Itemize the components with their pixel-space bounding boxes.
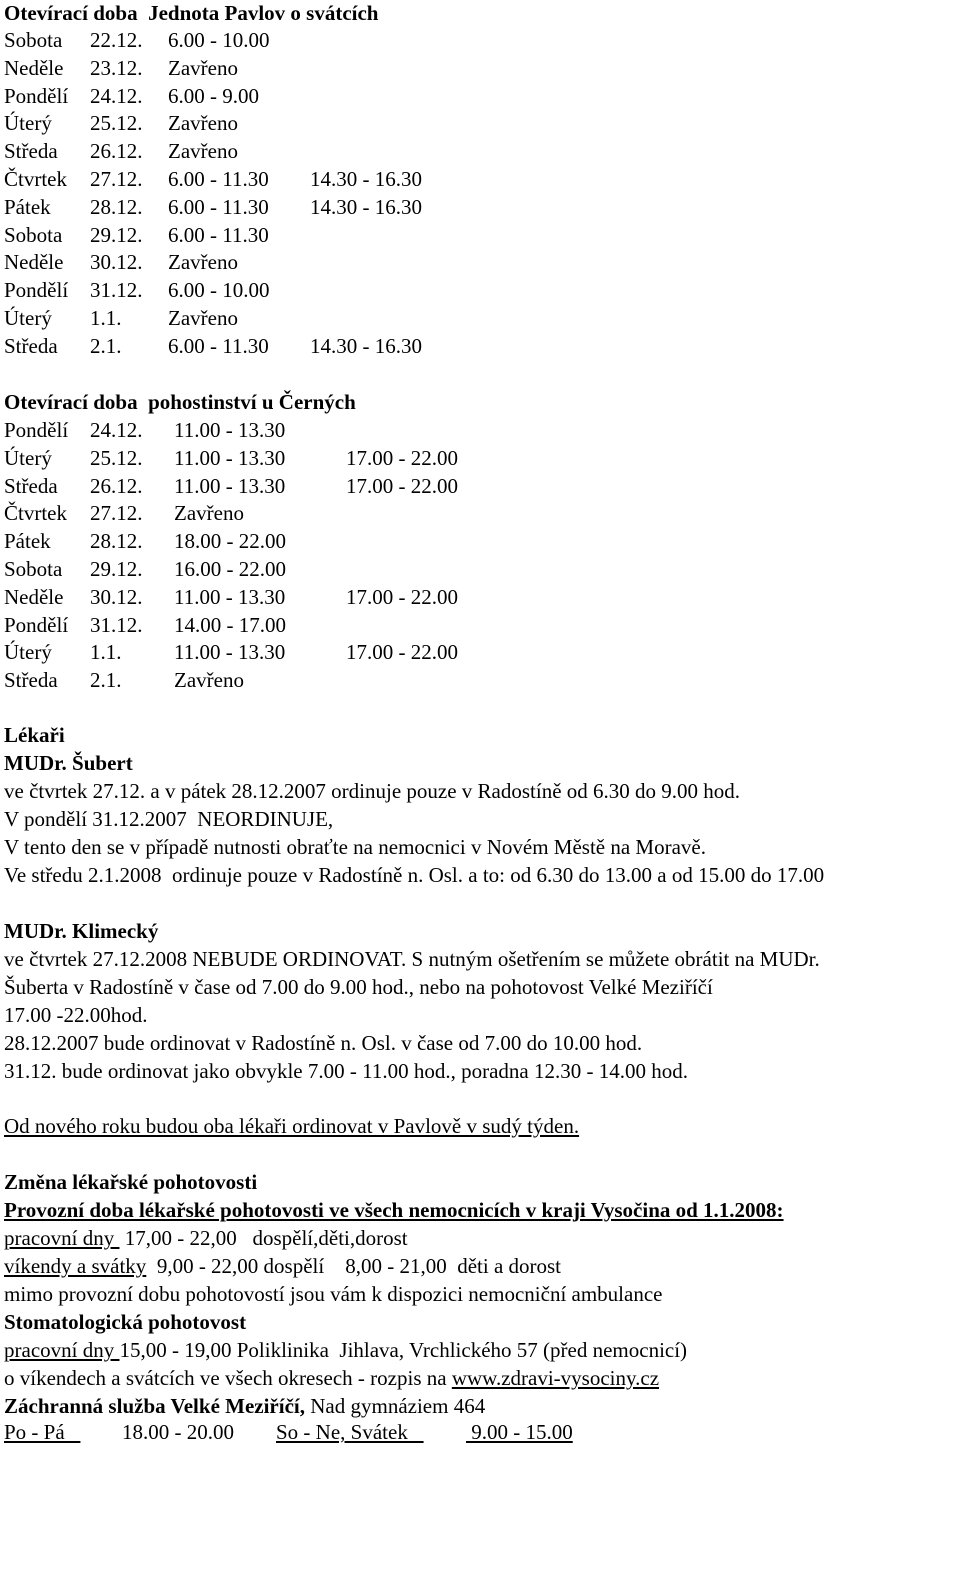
jednota-row — [4, 138, 604, 165]
row-date: 25.12. — [90, 111, 143, 136]
outside-hours-text: mimo provozní dobu pohotovostí jsou vám k dispozici nemocniční ambulance — [4, 1282, 663, 1306]
row-date: 26.12. — [90, 473, 143, 498]
subert-line: Ve středu 2.1.2008 ordinuje pouze v Radostíně n. Osl. a to: od 6.30 do 13.00 a od 15.00 do 17.00 — [4, 863, 825, 887]
pohostinstvi-row — [4, 667, 604, 694]
row-t2: 14.30 - 16.30 — [310, 167, 422, 191]
row-day: Neděle — [4, 250, 64, 275]
pohostinstvi-row — [4, 639, 604, 666]
row-date: 27.12. — [90, 167, 143, 191]
stomat-weekend-row — [4, 1365, 659, 1392]
zdravi-vysociny-link[interactable]: www.zdravi-vysociny.cz — [451, 1366, 660, 1390]
pohotovost-subheading: Provozní doba lékařské pohotovosti ve všech nemocnicích v kraji Vysočina od 1.1.2008: — [4, 1198, 784, 1222]
row-t1: 11.00 - 13.30 — [174, 418, 286, 442]
pohostinstvi-row — [4, 556, 604, 583]
doctors-notice: Od nového roku budou oba lékaři ordinovat v Pavlově v sudý týden. — [4, 1114, 580, 1138]
klimecky-line: 28.12.2007 bude ordinovat v Radostíně n. Osl. v čase od 7.00 do 10.00 hod. — [4, 1031, 643, 1055]
klimecky-heading: MUDr. Klimecký — [4, 919, 159, 943]
row-t2: 14.30 - 16.30 — [310, 333, 422, 358]
row-date: 31.12. — [90, 278, 143, 303]
stomat-label: pracovní dny — [4, 1338, 120, 1362]
row-day: Čtvrtek — [4, 167, 67, 191]
row-day: Sobota — [4, 222, 63, 247]
row-t1: 18.00 - 22.00 — [174, 529, 286, 554]
row-t1: 11.00 - 13.30 — [174, 640, 286, 665]
pohostinstvi-row — [4, 500, 604, 527]
hours-a-value: 18.00 - 20.00 — [122, 1420, 234, 1444]
klimecky-line: 31.12. bude ordinovat jako obvykle 7.00 - 11.00 hod., poradna 12.30 - 14.00 hod. — [4, 1059, 688, 1083]
row-day: Pondělí — [4, 418, 69, 442]
lekari-heading: Lékaři — [4, 723, 65, 747]
row-date: 30.12. — [90, 250, 143, 275]
row-t1: 11.00 - 13.30 — [174, 584, 286, 609]
row-date: 26.12. — [90, 139, 143, 164]
jednota-row — [4, 333, 604, 360]
klimecky-line: ve čtvrtek 27.12.2008 NEBUDE ORDINOVAT. S nutným ošetřením se můžete obrátit na MUDr. — [4, 947, 820, 971]
stomat-heading: Stomatologická pohotovost — [4, 1310, 247, 1334]
jednota-row — [4, 305, 604, 332]
pohostinstvi-row — [4, 584, 604, 611]
jednota-row — [4, 277, 604, 304]
row-t2: 17.00 - 22.00 — [346, 445, 458, 470]
row-date: 27.12. — [90, 501, 143, 526]
weekdays-text: 17,00 - 22,00 dospělí,děti,dorost — [119, 1226, 408, 1250]
row-date: 24.12. — [90, 83, 143, 108]
jednota-heading: Otevírací doba Jednota Pavlov o svátcích — [4, 1, 379, 25]
row-t1: Zavřeno — [168, 111, 238, 136]
zachranna-row — [4, 1393, 485, 1420]
row-day: Středa — [4, 139, 58, 164]
row-t1: 6.00 - 10.00 — [168, 28, 270, 52]
pohostinstvi-row — [4, 528, 604, 555]
row-day: Neděle — [4, 55, 64, 80]
row-day: Neděle — [4, 584, 64, 609]
row-day: Středa — [4, 668, 58, 693]
jednota-row — [4, 222, 604, 249]
row-t1: 11.00 - 13.30 — [174, 473, 286, 498]
pohostinstvi-row — [4, 473, 604, 500]
row-t2: 17.00 - 22.00 — [346, 473, 458, 498]
row-t1: Zavřeno — [168, 306, 238, 330]
row-day: Úterý — [4, 111, 52, 136]
row-t1: 16.00 - 22.00 — [174, 557, 286, 581]
row-date: 1.1. — [90, 306, 122, 330]
row-t1: 6.00 - 11.30 — [168, 194, 269, 219]
row-t1: 6.00 - 10.00 — [168, 278, 270, 303]
klimecky-line: 17.00 -22.00hod. — [4, 1003, 148, 1027]
row-t1: Zavřeno — [174, 501, 244, 526]
jednota-row — [4, 55, 604, 82]
row-date: 25.12. — [90, 445, 143, 470]
row-day: Čtvrtek — [4, 501, 67, 526]
row-date: 29.12. — [90, 557, 143, 581]
row-date: 2.1. — [90, 333, 122, 358]
row-t2: 17.00 - 22.00 — [346, 584, 458, 609]
stomat-weekend-text: o víkendech a svátcích ve všech okresech - rozpis na — [4, 1366, 452, 1390]
row-day: Sobota — [4, 557, 63, 581]
weekdays-label: pracovní dny — [4, 1226, 120, 1250]
zachranna-name: Záchranná služba Velké Meziříčí, — [4, 1394, 305, 1418]
row-day: Středa — [4, 333, 58, 358]
row-date: 2.1. — [90, 668, 122, 693]
jednota-row — [4, 166, 604, 193]
subert-line: ve čtvrtek 27.12. a v pátek 28.12.2007 ordinuje pouze v Radostíně od 6.30 do 9.00 hod. — [4, 779, 741, 803]
row-date: 1.1. — [90, 640, 122, 665]
row-day: Pondělí — [4, 83, 69, 108]
row-t2: 17.00 - 22.00 — [346, 640, 458, 665]
row-date: 28.12. — [90, 529, 143, 554]
row-date: 31.12. — [90, 612, 143, 637]
pohotovost-heading: Změna lékařské pohotovosti — [4, 1170, 258, 1194]
row-day: Pondělí — [4, 612, 69, 637]
zachranna-address: Nad gymnáziem 464 — [305, 1394, 486, 1418]
subert-line: V tento den se v případě nutnosti obraťte na nemocnici v Novém Městě na Moravě. — [4, 835, 706, 859]
pohostinstvi-row — [4, 612, 604, 639]
row-day: Středa — [4, 473, 58, 498]
stomat-text: 15,00 - 19,00 Poliklinika Jihlava, Vrchlického 57 (před nemocnicí) — [119, 1338, 688, 1362]
row-date: 23.12. — [90, 55, 143, 80]
row-t1: Zavřeno — [174, 668, 244, 693]
subert-heading: MUDr. Šubert — [4, 751, 133, 775]
row-day: Pátek — [4, 529, 51, 554]
row-t1: 6.00 - 9.00 — [168, 83, 259, 108]
pohostinstvi-row — [4, 417, 604, 444]
jednota-row — [4, 194, 604, 221]
row-date: 30.12. — [90, 584, 143, 609]
row-day: Pondělí — [4, 278, 69, 303]
row-t1: 6.00 - 11.30 — [168, 222, 269, 247]
weekdays-row — [4, 1225, 408, 1252]
row-day: Úterý — [4, 445, 52, 470]
row-day: Sobota — [4, 28, 63, 52]
row-date: 22.12. — [90, 28, 143, 52]
row-t1: Zavřeno — [168, 55, 238, 80]
row-day: Pátek — [4, 194, 51, 219]
hours-a-label: Po - Pá — [4, 1420, 81, 1444]
row-t1: 14.00 - 17.00 — [174, 612, 286, 637]
row-t2: 14.30 - 16.30 — [310, 194, 422, 219]
row-date: 28.12. — [90, 194, 143, 219]
pohostinstvi-row — [4, 445, 604, 472]
jednota-row — [4, 249, 604, 276]
jednota-row — [4, 27, 604, 54]
row-t1: 11.00 - 13.30 — [174, 445, 286, 470]
jednota-row — [4, 83, 604, 110]
hours-b-value: 9.00 - 15.00 — [466, 1420, 573, 1444]
weekends-text: 9,00 - 22,00 dospělí 8,00 - 21,00 děti a dorost — [146, 1254, 562, 1278]
subert-line: V pondělí 31.12.2007 NEORDINUJE, — [4, 807, 334, 831]
klimecky-line: Šuberta v Radostíně v čase od 7.00 do 9.00 hod., nebo na pohotovost Velké Meziříčí — [4, 975, 713, 999]
pohostinstvi-heading: Otevírací doba pohostinství u Černých — [4, 390, 356, 414]
row-date: 29.12. — [90, 222, 143, 247]
stomat-row — [4, 1337, 687, 1364]
row-day: Úterý — [4, 640, 52, 665]
row-t1: 6.00 - 11.30 — [168, 333, 269, 358]
weekends-label: víkendy a svátky — [4, 1254, 147, 1278]
hours-b-label: So - Ne, Svátek — [276, 1420, 424, 1444]
weekends-row — [4, 1253, 561, 1280]
zachranna-hours-row — [4, 1419, 958, 1446]
row-date: 24.12. — [90, 418, 143, 442]
row-t1: Zavřeno — [168, 250, 238, 275]
row-t1: 6.00 - 11.30 — [168, 167, 269, 191]
jednota-row — [4, 110, 604, 137]
row-day: Úterý — [4, 306, 52, 330]
row-t1: Zavřeno — [168, 139, 238, 164]
